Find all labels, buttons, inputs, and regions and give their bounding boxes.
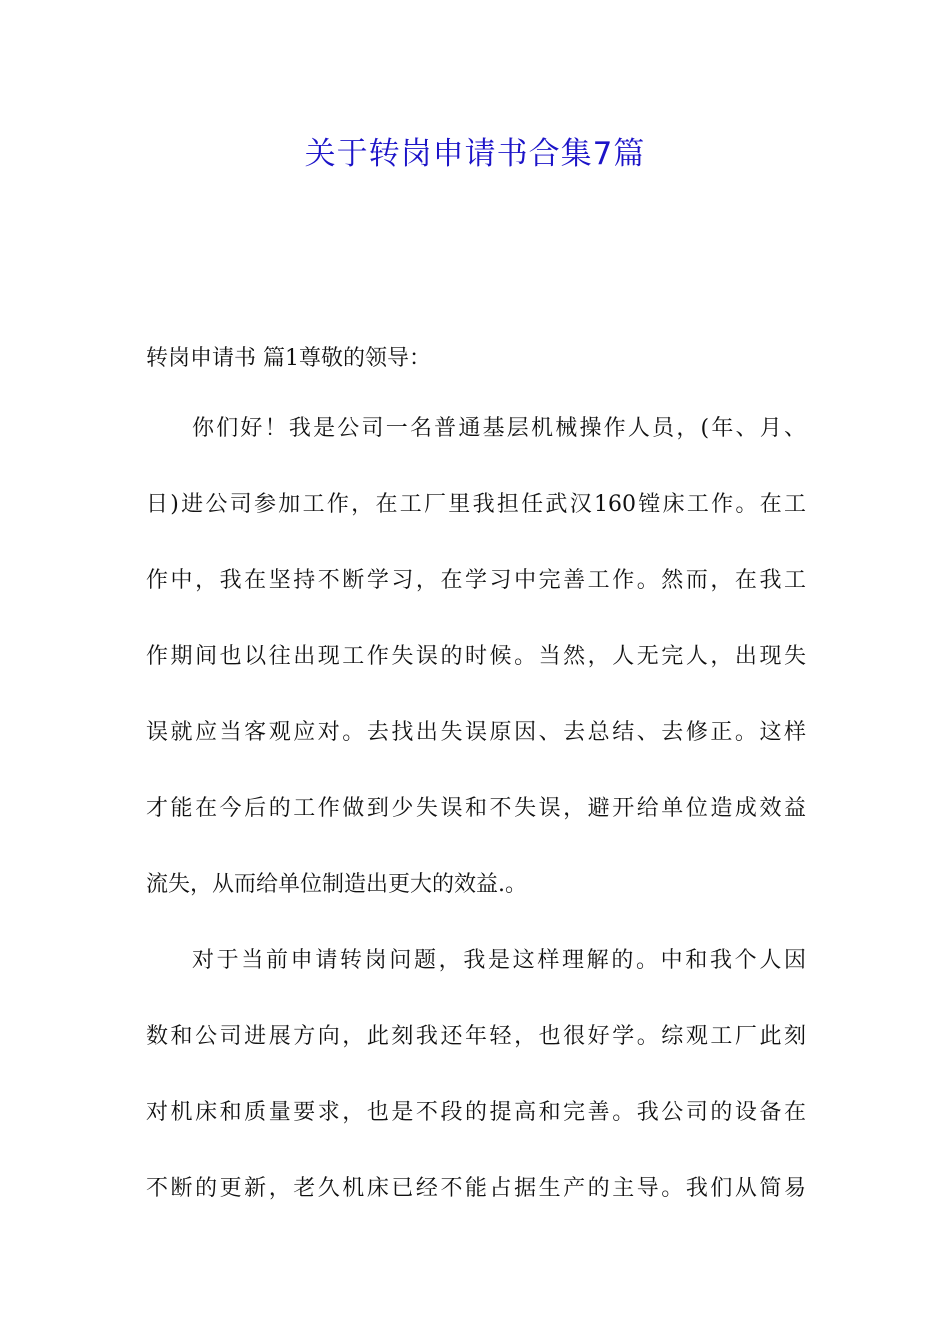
paragraph-line: 误就应当客观应对。去找出失误原因、去总结、去修正。这样 bbox=[146, 720, 806, 745]
document-title: 关于转岗申请书合集7篇 bbox=[304, 136, 646, 172]
paragraph-1 bbox=[146, 405, 806, 937]
paragraph-2 bbox=[146, 937, 806, 1241]
paragraph-line: 数和公司进展方向，此刻我还年轻，也很好学。综观工厂此刻 bbox=[146, 1024, 806, 1049]
paragraph-line: 不断的更新，老久机床已经不能占据生产的主导。我们从简易 bbox=[146, 1176, 806, 1201]
document-body bbox=[146, 335, 806, 1241]
paragraph-line: 作中，我在坚持不断学习，在学习中完善工作。然而，在我工 bbox=[146, 568, 806, 593]
paragraph-line: 才能在今后的工作做到少失误和不失误，避开给单位造成效益 bbox=[146, 796, 806, 821]
paragraph-line: 日)进公司参加工作，在工厂里我担任武汉160镗床工作。在工 bbox=[146, 492, 806, 517]
paragraph-line: 对机床和质量要求，也是不段的提高和完善。我公司的设备在 bbox=[146, 1100, 806, 1125]
paragraph-line: 流失，从而给单位制造出更大的效益.。 bbox=[146, 872, 527, 897]
paragraph-line: 你们好！我是公司一名普通基层机械操作人员，(年、月、 bbox=[192, 416, 806, 441]
paragraph-line: 作期间也以往出现工作失误的时候。当然，人无完人，出现失 bbox=[146, 644, 806, 669]
paragraph-line: 对于当前申请转岗问题，我是这样理解的。中和我个人因 bbox=[192, 948, 806, 973]
document-heading: 转岗申请书 篇1尊敬的领导： bbox=[146, 346, 431, 371]
